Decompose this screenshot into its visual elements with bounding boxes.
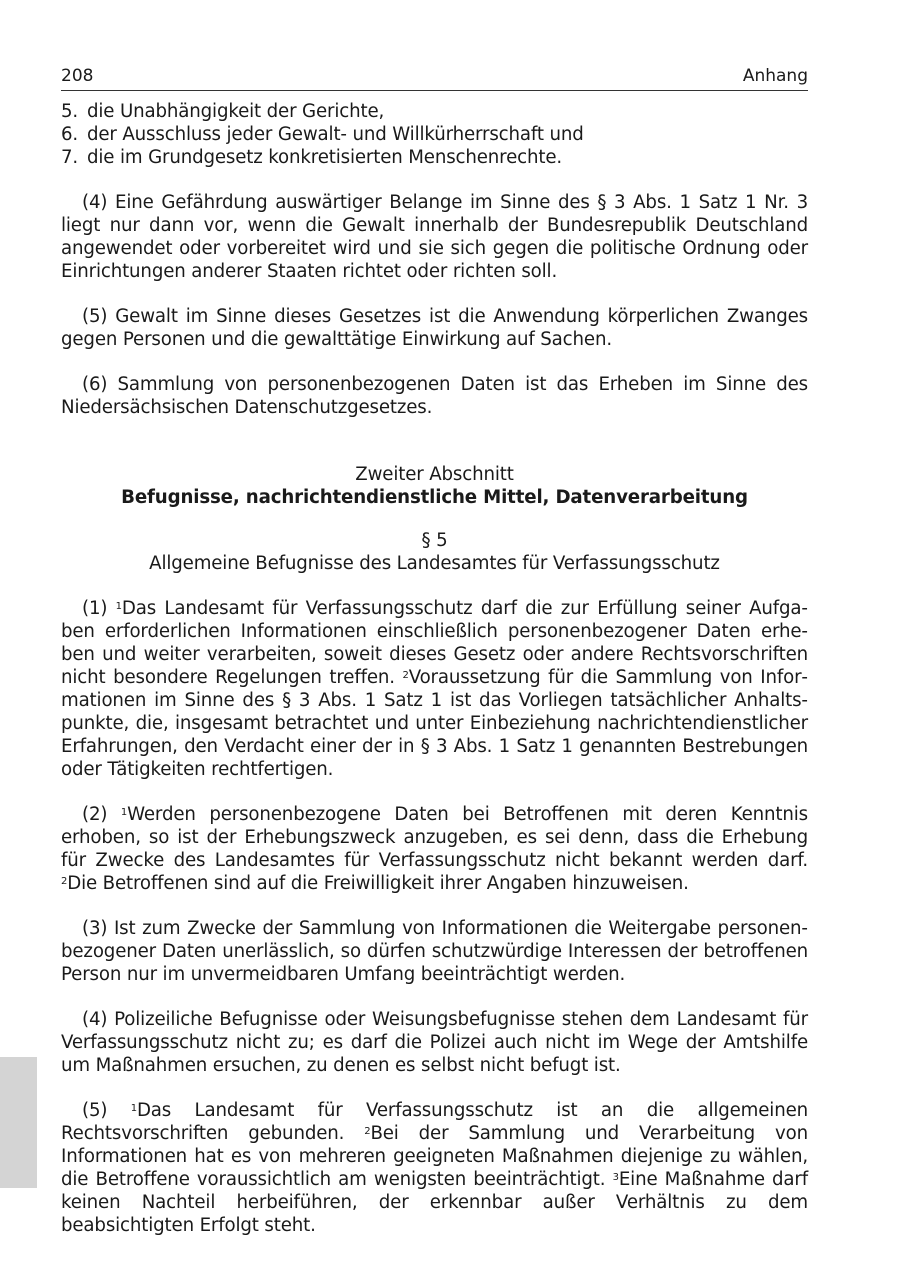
article-5-paragraph-1 bbox=[61, 597, 808, 781]
section-title: Befugnisse, nachrichtendienstliche Mittel, Datenverarbeitung bbox=[121, 487, 748, 508]
thumb-index-tab bbox=[0, 1057, 37, 1188]
article-5-paragraph-4: (4) Polizeiliche Befugnisse oder Weisungsbefugnisse stehen dem Landesamt für Verfassungsschutz nicht zu; es darf die Polizei auch nicht im Wege der Amtshilfe um Maßnahmen ersuchen, zu denen es selbst nicht befugt ist. bbox=[61, 1009, 808, 1076]
running-head: Anhang bbox=[742, 66, 808, 86]
sentence-text: Die Betroffenen sind auf die Freiwilligkeit ihrer Angaben hinzuweisen. bbox=[67, 873, 689, 894]
paragraph-5: (5) Gewalt im Sinne dieses Gesetzes ist die Anwendung körperlichen Zwanges gegen Personen und die gewalttätige Einwirkung auf Sachen. bbox=[61, 306, 808, 350]
sentence-number: 2 bbox=[402, 670, 409, 681]
list-item-number: 6. bbox=[61, 124, 79, 145]
section-heading bbox=[61, 463, 808, 509]
sentence-number: 1 bbox=[115, 601, 122, 612]
article-5-paragraph-5 bbox=[61, 1099, 808, 1237]
paragraph-4: (4) Eine Gefährdung auswärtiger Belange im Sinne des § 3 Abs. 1 Satz 1 Nr. 3 liegt nur dann vor, wenn die Gewalt innerhalb der Bundesrepublik Deutschland angewendet oder vorbereitet wird und sie sich gegen die politische Ordnung oder Einrichtungen anderer Staaten richtet oder richten soll. bbox=[61, 192, 808, 282]
sentence-number: 2 bbox=[364, 1126, 371, 1137]
paragraph-6: (6) Sammlung von personenbezogenen Daten ist das Erheben im Sinne des Niedersächsischen Datenschutzgesetzes. bbox=[61, 374, 808, 418]
list-item bbox=[61, 146, 808, 169]
paragraph-lead: (1) bbox=[82, 598, 116, 619]
article-5-paragraph-2 bbox=[61, 803, 808, 895]
list-item bbox=[61, 100, 808, 123]
article-title: Allgemeine Befugnisse des Landesamtes für Verfassungsschutz bbox=[149, 553, 720, 574]
sentence-text: Das Landesamt für Verfassungsschutz darf die zur Erfüllung seiner Aufgaben erforderlichen Informationen einschließlich personenbezogener Daten erheben und weiter verarbeiten, soweit dieses Gesetz oder andere Rechtsvorschriften nicht besondere Regelungen treffen. bbox=[61, 598, 808, 688]
sentence-text: Das Landesamt für Verfassungsschutz ist an die allgemeinen Rechtsvorschriften gebunden. bbox=[61, 1100, 808, 1144]
sentence-number: 1 bbox=[130, 1103, 137, 1114]
sentence-number: 2 bbox=[61, 876, 68, 887]
list-item-text: die im Grundgesetz konkretisierten Menschenrechte. bbox=[87, 147, 563, 168]
sentence-number: 1 bbox=[120, 807, 128, 818]
list-item bbox=[61, 123, 808, 146]
page-number: 208 bbox=[61, 66, 94, 86]
list-item-number: 5. bbox=[61, 101, 79, 122]
sentence-text: Voraussetzung für die Sammlung von Informationen im Sinne des § 3 Abs. 1 Satz 1 ist das Vorliegen tatsächlicher Anhaltspunkte, die, insgesamt betrachtet und unter Einbeziehung nachrichtendienstlicher Erfahrungen, den Verdacht einer der in § 3 Abs. 1 Satz 1 genannten Bestrebungen oder Tätigkeiten rechtfertigen. bbox=[61, 667, 808, 780]
article-number: § 5 bbox=[421, 530, 448, 551]
section-label: Zweiter Abschnitt bbox=[355, 464, 514, 485]
sentence-number: 3 bbox=[612, 1172, 619, 1183]
sentence-text: Bei der Sammlung und Verarbeitung von Informationen hat es von mehreren geeigneten Maßnahmen diejenige zu wählen, die Betroffene voraussichtlich am wenigsten beeinträchtigt. bbox=[61, 1123, 808, 1190]
list-item-text: der Ausschluss jeder Gewalt- und Willkürherrschaft und bbox=[87, 124, 584, 145]
enumeration-list bbox=[61, 100, 808, 169]
sentence-text: Eine Maßnahme darf keinen Nachteil herbeiführen, der erkennbar außer Verhältnis zu dem beabsichtigten Erfolgt steht. bbox=[61, 1169, 809, 1236]
page-header bbox=[61, 64, 808, 91]
article-heading bbox=[61, 529, 808, 575]
list-item-number: 7. bbox=[61, 147, 79, 168]
sentence-text: Werden personenbezogene Daten bei Betroffenen mit deren Kenntnis erhoben, so ist der Erhebungszweck anzugeben, es sei denn, dass die Erhebung für Zwecke des Landesamtes für Verfassungsschutz nicht bekannt werden darf. bbox=[61, 804, 808, 871]
list-item-text: die Unabhängigkeit der Gerichte, bbox=[87, 101, 385, 122]
page-body bbox=[61, 100, 808, 1259]
article-5-paragraph-3: (3) Ist zum Zwecke der Sammlung von Informationen die Weitergabe personenbezogener Daten unerlässlich, so dürfen schutzwürdige Interessen der betroffenen Person nur im unvermeidbaren Umfang beeinträchtigt werden. bbox=[61, 918, 808, 985]
paragraph-lead: (2) bbox=[82, 804, 121, 825]
paragraph-lead: (5) bbox=[82, 1100, 131, 1121]
